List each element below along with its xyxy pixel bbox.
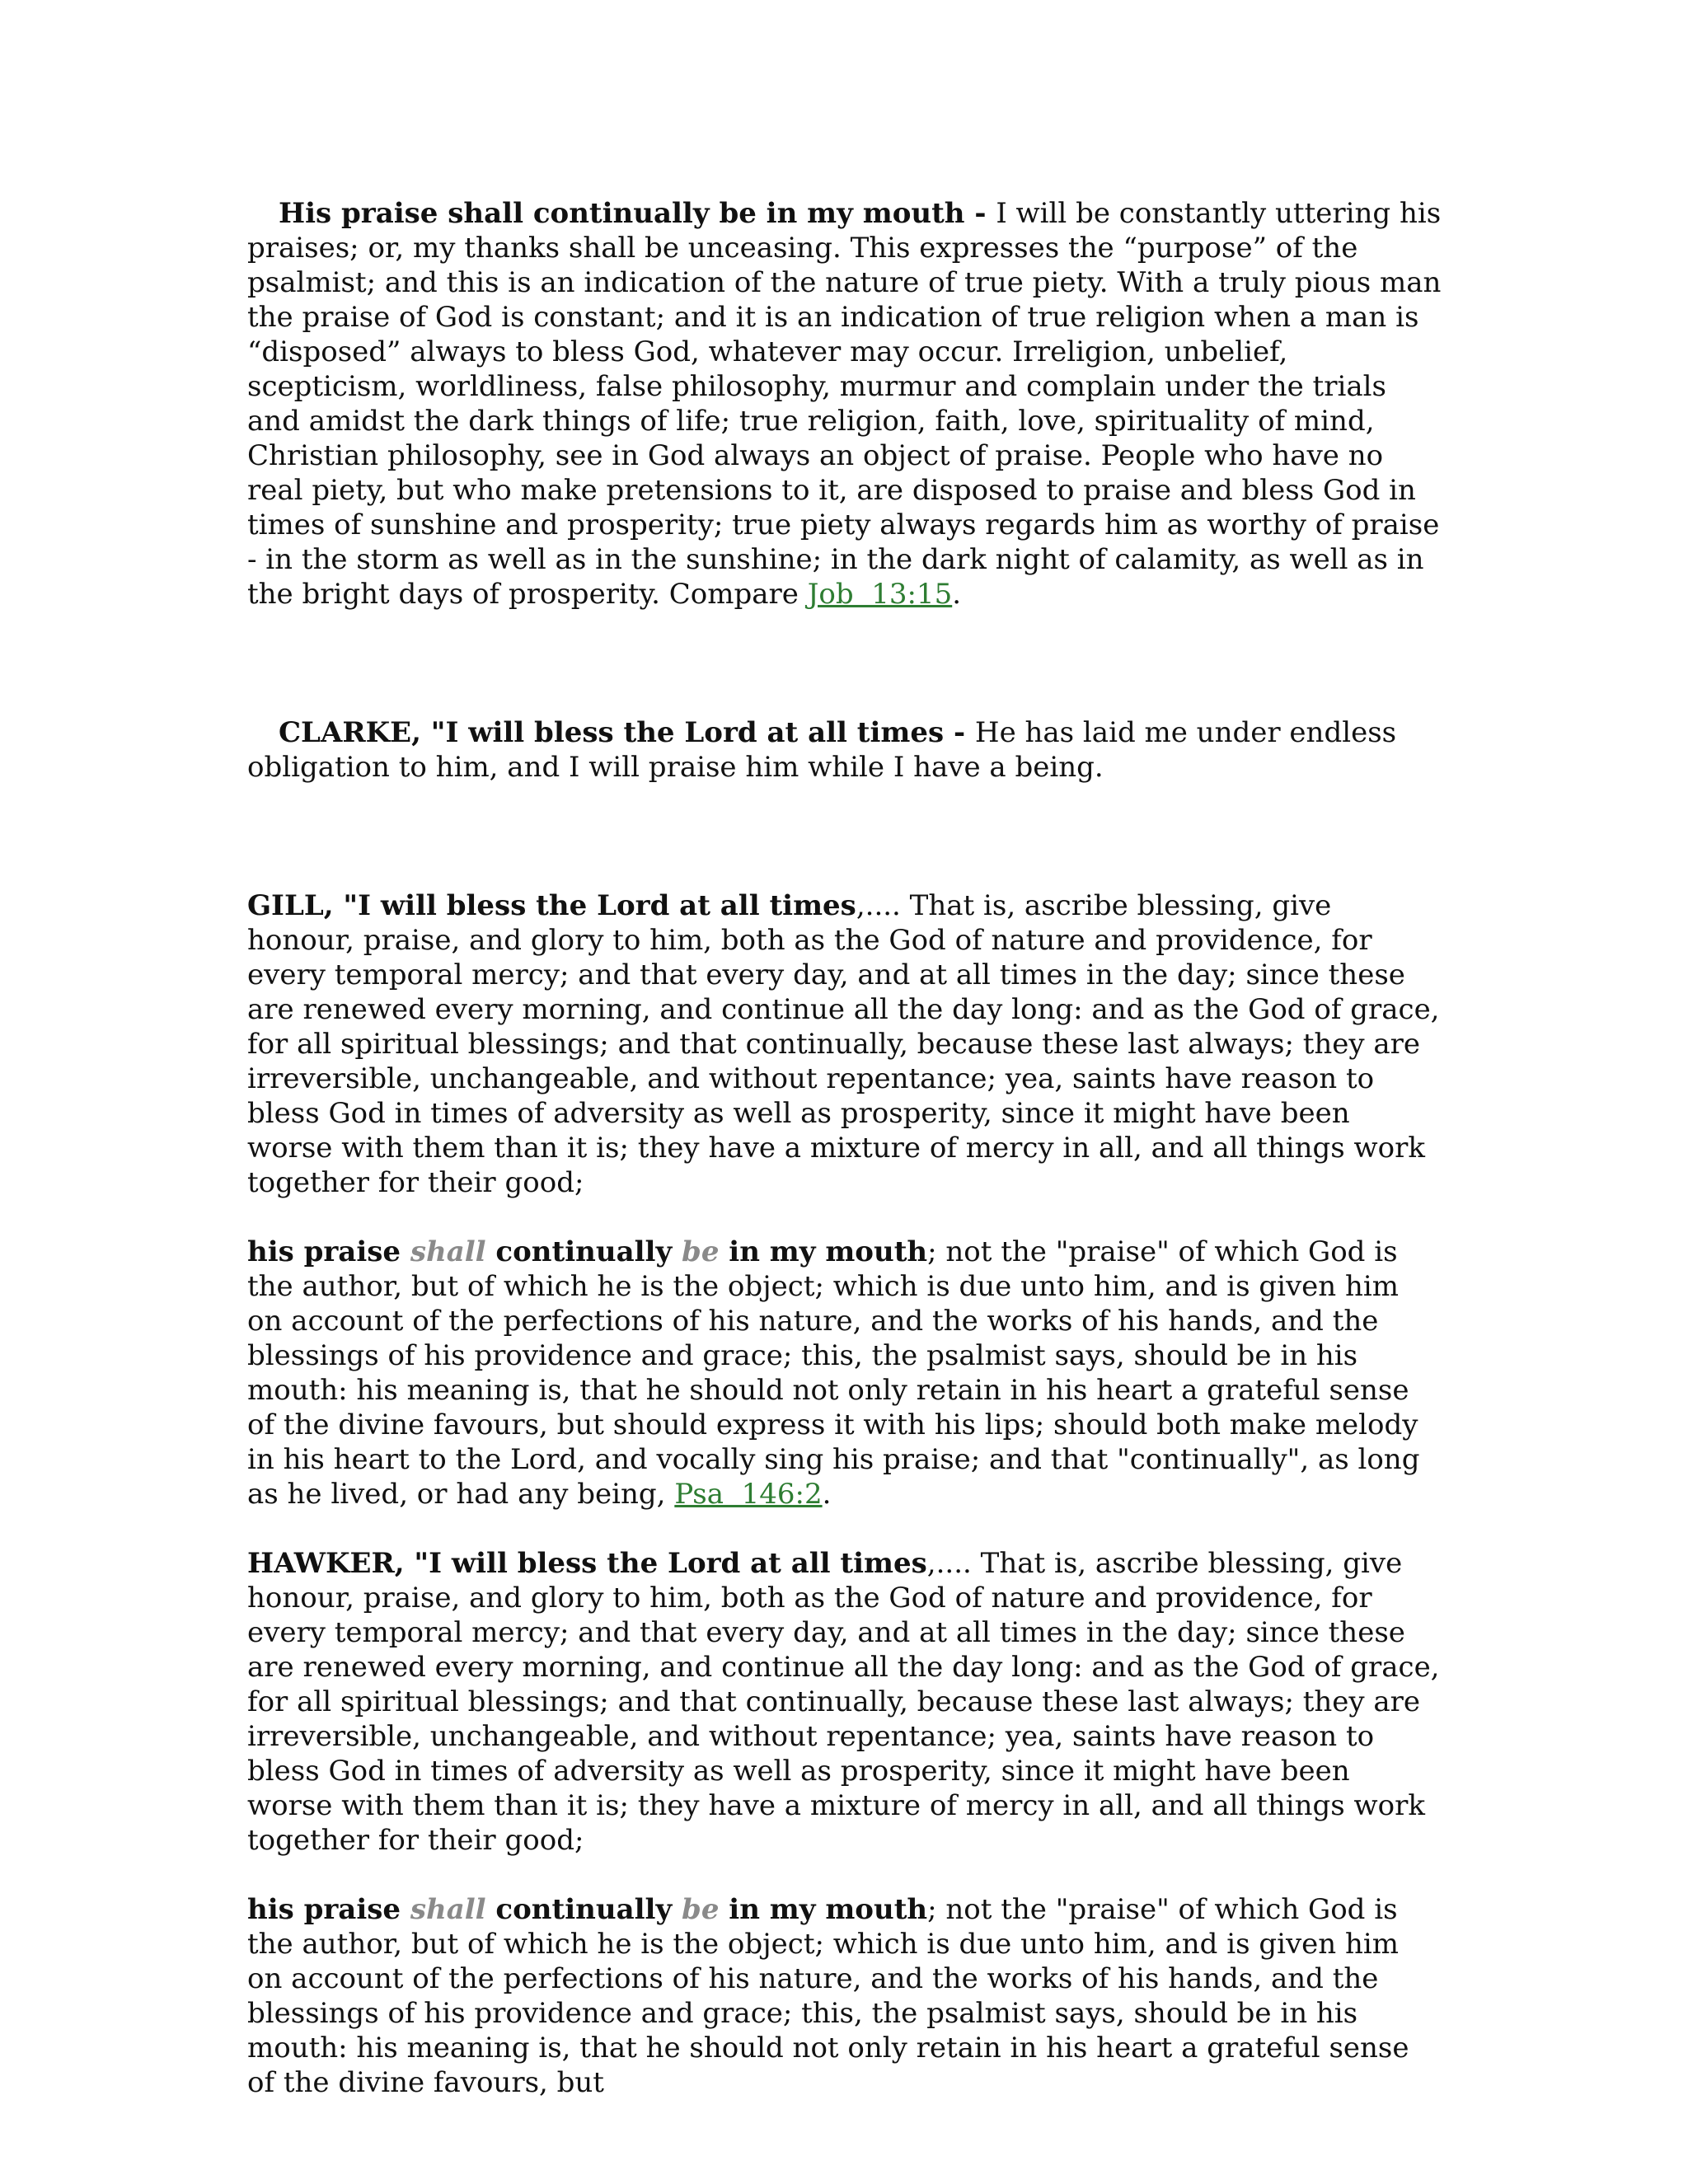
paragraph-lead: His praise shall continually be in my mouth - [279, 197, 996, 230]
paragraph-text: ,.... That is, ascribe blessing, give honour, praise, and glory to him, both as the God of nature and providence, for every temporal mercy; and that every day, and at all times in the day; since these are renewed every morning, and continue all the day long: and as the God of grace, for all spiritual blessings; and that continually, because these last always; they are irreversible, unchangeable, and without repentance; yea, saints have reason to bless God in times of adversity as well as prosperity, since it might have been worse with them than it is; they have a mixture of mercy in all, and all things work together for their good; [247, 889, 1440, 1199]
bold-phrase: his praise [247, 1235, 410, 1268]
scripture-link-job[interactable]: Job 13:15 [807, 578, 953, 611]
paragraph-text: ; not the "praise" of which God is the author, but of which he is the object; which is due unto him, and is given him on account of the perfections of his nature, and the works of his hands, and the blessings of his providence and grace; this, the psalmist says, should be in his mouth: his meaning is, that he should not only retain in his heart a grateful sense of the divine favours, but should express it with his lips; should both make melody in his heart to the Lord, and vocally sing his praise; and that "continually", as long as he lived, or had any being, [247, 1235, 1420, 1511]
paragraph-text: I will be constantly uttering his praises; or, my thanks shall be unceasing. This expresses the “purpose” of the psalmist; and this is an indication of the nature of true piety. With a truly pious man the praise of God is constant; and it is an indication of true religion when a man is “disposed” always to bless God, whatever may occur. Irreligion, unbelief, scepticism, worldliness, false philosophy, murmur and complain under the trials and amidst the dark things of life; true religion, faith, love, spirituality of mind, Christian philosophy, see in God always an object of praise. People who have no real piety, but who make pretensions to it, are disposed to praise and bless God in times of sunshine and prosperity; true piety always regards him as worthy of praise - in the storm as well as in the sunshine; in the dark night of calamity, as well as in the bright days of prosperity. Compare [247, 197, 1442, 611]
paragraph-end: . [952, 578, 962, 611]
paragraph-lead: GILL, "I will bless the Lord at all times [247, 889, 856, 922]
gill-paragraph [247, 888, 1442, 1200]
italic-word: shall [410, 1893, 486, 1926]
paragraph-text: ; not the "praise" of which God is the author, but of which he is the object; which is due unto him, and is given him on account of the perfections of his nature, and the works of his hands, and the blessings of his providence and grace; this, the psalmist says, should be in his mouth: his meaning is, that he should not only retain in his heart a grateful sense of the divine favours, but [247, 1893, 1409, 2099]
hawker-praise-paragraph [247, 1892, 1442, 2100]
paragraph-text: ,.... That is, ascribe blessing, give honour, praise, and glory to him, both as the God of nature and providence, for every temporal mercy; and that every day, and at all times in the day; since these are renewed every morning, and continue all the day long: and as the God of grace, for all spiritual blessings; and that continually, because these last always; they are irreversible, unchangeable, and without repentance; yea, saints have reason to bless God in times of adversity as well as prosperity, since it might have been worse with them than it is; they have a mixture of mercy in all, and all things work together for their good; [247, 1547, 1440, 1857]
paragraph-end: . [822, 1478, 832, 1511]
paragraph-lead: HAWKER, "I will bless the Lord at all times [247, 1547, 927, 1580]
bold-phrase: continually [485, 1235, 682, 1268]
paragraph-text: He has laid me under endless obligation to him, and I will praise him while I have a being. [247, 716, 1397, 784]
gill-praise-paragraph [247, 1235, 1442, 1511]
italic-word: be [682, 1235, 720, 1268]
document-page [247, 196, 1442, 2100]
scripture-link-psa[interactable]: Psa 146:2 [674, 1478, 823, 1511]
hawker-paragraph [247, 1546, 1442, 1858]
clarke-paragraph [247, 715, 1442, 785]
italic-word: be [682, 1893, 720, 1926]
bold-phrase: in my mouth [719, 1235, 928, 1268]
bold-phrase: continually [485, 1893, 682, 1926]
bold-phrase: in my mouth [719, 1893, 928, 1926]
paragraph-lead: CLARKE, "I will bless the Lord at all times - [279, 716, 975, 749]
barnes-paragraph [247, 196, 1442, 612]
bold-phrase: his praise [247, 1893, 410, 1926]
italic-word: shall [410, 1235, 486, 1268]
